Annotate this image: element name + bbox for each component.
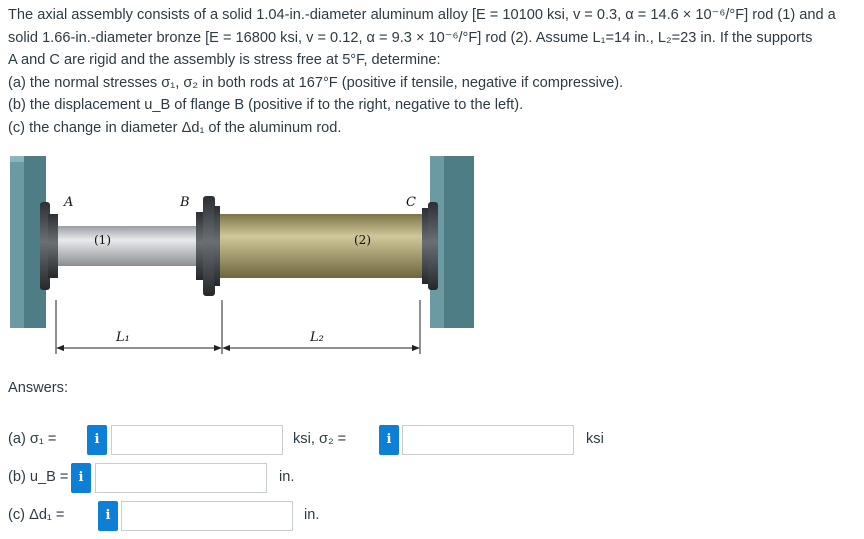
info-icon[interactable]: i [71, 463, 91, 493]
problem-line: (b) the displacement u_B of flange B (positive if to the right, negative to the left). [8, 97, 524, 114]
aluminum-rod [56, 226, 200, 266]
problem-statement [8, 4, 864, 140]
flange-c [422, 202, 438, 290]
flange-a [40, 202, 58, 290]
sigma2-label: ksi, σ₂ = [293, 431, 347, 447]
problem-line: solid 1.66-in.-diameter bronze [E = 16800 ksi, v = 0.12, α = 9.3 × 10⁻⁶/°F] rod (2). Assume L₁=14 in., L₂=23 in. If the supports [8, 29, 813, 46]
problem-line: A and C are rigid and the assembly is stress free at 5°F, determine: [8, 52, 441, 69]
assembly-figure [0, 150, 480, 370]
answers-heading: Answers: [8, 380, 69, 396]
dd1-label: (c) Δd₁ = [8, 507, 65, 523]
sigma1-label: (a) σ₁ = [8, 431, 57, 447]
label-b: B [180, 195, 190, 210]
info-icon[interactable]: i [87, 425, 107, 455]
label-l1: L₁ [116, 330, 130, 345]
problem-line: (c) the change in diameter Δd₁ of the aluminum rod. [8, 119, 342, 136]
ub-label: (b) u_B = [8, 469, 69, 485]
ub-input[interactable] [95, 463, 267, 493]
label-rod2: (2) [354, 233, 371, 247]
info-icon[interactable]: i [379, 425, 399, 455]
label-rod1: (1) [94, 233, 111, 247]
dd1-unit: in. [304, 507, 320, 523]
info-icon[interactable]: i [98, 501, 118, 531]
flange-b [196, 196, 220, 296]
sigma2-unit: ksi [586, 431, 604, 447]
label-a: A [64, 195, 74, 210]
sigma1-input[interactable] [111, 425, 283, 455]
dd1-input[interactable] [121, 501, 293, 531]
label-c: C [406, 195, 416, 210]
problem-line: The axial assembly consists of a solid 1.04-in.-diameter aluminum alloy [E = 10100 ksi, v = 0.3, α = 14.6 × 10⁻⁶/°F] rod (1) and a [8, 7, 836, 23]
ub-unit: in. [279, 469, 295, 485]
problem-line: (a) the normal stresses σ₁, σ₂ in both rods at 167°F (positive if tensile, negative if compressive). [8, 74, 624, 91]
label-l2: L₂ [310, 330, 324, 345]
bronze-rod [216, 214, 428, 278]
sigma2-input[interactable] [402, 425, 574, 455]
